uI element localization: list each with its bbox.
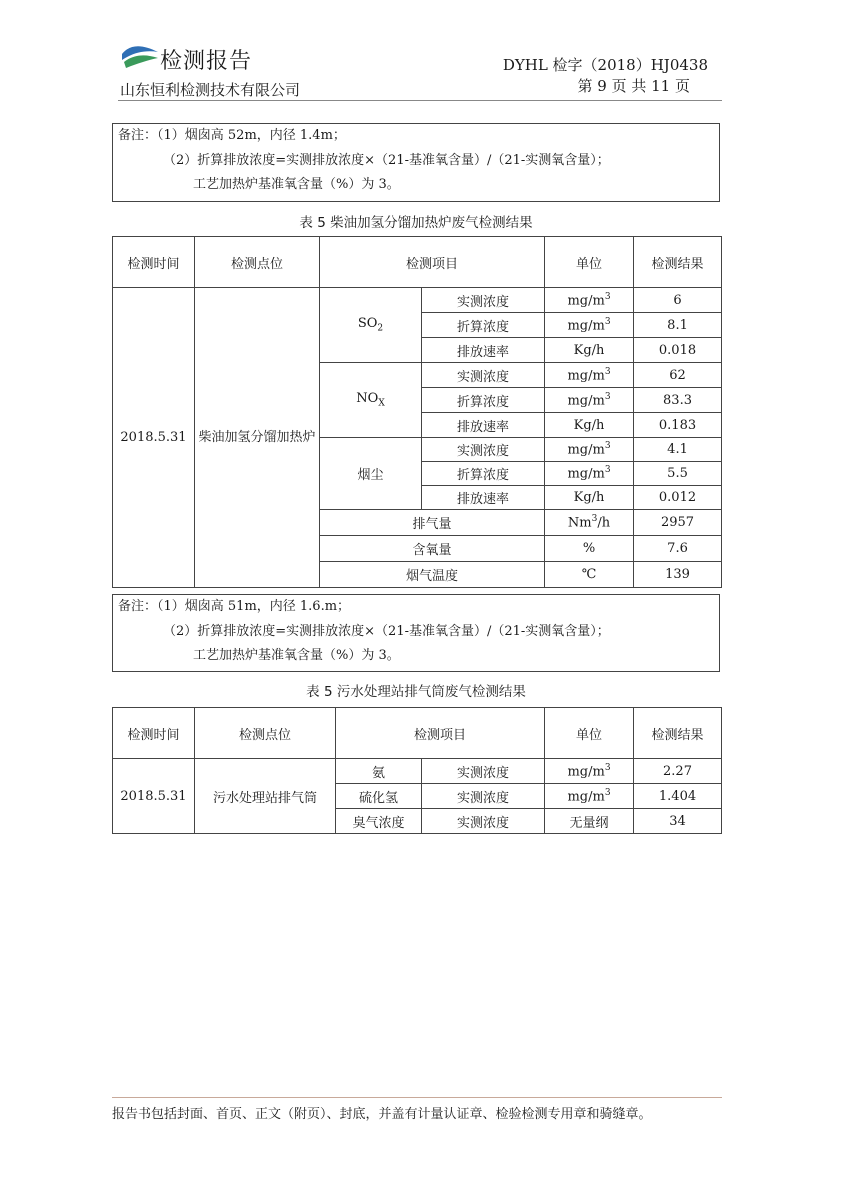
report-title: 检测报告 bbox=[160, 49, 253, 74]
value-cell: 139 bbox=[634, 562, 722, 588]
remark-line: 工艺加热炉基准氧含量（%）为 3。 bbox=[193, 648, 400, 663]
page-number: 第 9 页 共 11 页 bbox=[577, 77, 690, 95]
metric-cell: 排放速率 bbox=[422, 338, 545, 363]
value-cell: 0.012 bbox=[634, 486, 722, 510]
value-cell: 4.1 bbox=[634, 438, 722, 462]
header-point: 检测点位 bbox=[195, 708, 336, 759]
item-cell: 臭气浓度 bbox=[336, 809, 422, 834]
remark-line: 工艺加热炉基准氧含量（%）为 3。 bbox=[193, 177, 400, 192]
unit-cell: Kg/h bbox=[545, 413, 634, 438]
footer-note: 报告书包括封面、首页、正文（附页）、封底，并盖有计量认证章、检验检测专用章和骑缝章。 bbox=[112, 1107, 652, 1122]
header-result: 检测结果 bbox=[634, 708, 722, 759]
header-time: 检测时间 bbox=[113, 237, 195, 288]
value-cell: 6 bbox=[634, 288, 722, 313]
unit-cell: $mg/m^3$ bbox=[545, 313, 634, 338]
unit-cell: ℃ bbox=[545, 562, 634, 588]
company-name: 山东恒利检测技术有限公司 bbox=[120, 81, 301, 99]
item-cell: 排气量 bbox=[320, 510, 545, 536]
metric-cell: 实测浓度 bbox=[422, 809, 545, 834]
detection-time: 2018.5.31 bbox=[113, 288, 195, 588]
footer-divider bbox=[112, 1097, 722, 1098]
unit-cell: $mg/m^3$ bbox=[545, 759, 634, 784]
header-item: 检测项目 bbox=[336, 708, 545, 759]
header-time: 检测时间 bbox=[113, 708, 195, 759]
metric-cell: 折算浓度 bbox=[422, 462, 545, 486]
value-cell: 83.3 bbox=[634, 388, 722, 413]
metric-cell: 排放速率 bbox=[422, 413, 545, 438]
table-header-row bbox=[113, 708, 722, 759]
metric-cell: 排放速率 bbox=[422, 486, 545, 510]
value-cell: 62 bbox=[634, 363, 722, 388]
header-unit: 单位 bbox=[545, 237, 634, 288]
value-cell: 7.6 bbox=[634, 536, 722, 562]
value-cell: 1.404 bbox=[634, 784, 722, 809]
unit-cell: Kg/h bbox=[545, 338, 634, 363]
value-cell: 5.5 bbox=[634, 462, 722, 486]
unit-cell: $mg/m^3$ bbox=[545, 388, 634, 413]
unit-cell: $mg/m^3$ bbox=[545, 363, 634, 388]
unit-cell: % bbox=[545, 536, 634, 562]
detection-point: 污水处理站排气筒 bbox=[195, 759, 336, 834]
table-row bbox=[113, 288, 722, 313]
metric-cell: 实测浓度 bbox=[422, 759, 545, 784]
wastewater-exhaust-table bbox=[112, 707, 722, 834]
header-item: 检测项目 bbox=[320, 237, 545, 288]
table-header-row bbox=[113, 237, 722, 288]
heater-exhaust-table bbox=[112, 236, 722, 588]
table-caption: 表 5 柴油加氢分馏加热炉废气检测结果 bbox=[299, 215, 533, 231]
header-divider bbox=[118, 100, 722, 101]
unit-cell: 无量纲 bbox=[545, 809, 634, 834]
value-cell: 0.018 bbox=[634, 338, 722, 363]
value-cell: 8.1 bbox=[634, 313, 722, 338]
remark-line: （2）折算排放浓度=实测排放浓度×（21-基准氧含量）/（21-实测氧含量）； bbox=[163, 152, 610, 168]
item-cell: 含氧量 bbox=[320, 536, 545, 562]
metric-cell: 实测浓度 bbox=[422, 784, 545, 809]
unit-cell: $mg/m^3$ bbox=[545, 462, 634, 486]
remarks-box-middle bbox=[112, 594, 720, 672]
item-cell: 氨 bbox=[336, 759, 422, 784]
document-number: DYHL 检字（2018）HJ0438 bbox=[502, 56, 708, 74]
unit-cell: $mg/m^3$ bbox=[545, 288, 634, 313]
remark-line: （2）折算排放浓度=实测排放浓度×（21-基准氧含量）/（21-实测氧含量）； bbox=[163, 623, 610, 639]
table-caption: 表 5 污水处理站排气筒废气检测结果 bbox=[306, 684, 526, 700]
remark-line: 备注：（1）烟囱高 52m，内径 1.4m； bbox=[118, 128, 346, 143]
metric-cell: 折算浓度 bbox=[422, 313, 545, 338]
metric-cell: 折算浓度 bbox=[422, 388, 545, 413]
unit-cell: Kg/h bbox=[545, 486, 634, 510]
value-cell: 0.183 bbox=[634, 413, 722, 438]
unit-cell: $mg/m^3$ bbox=[545, 784, 634, 809]
detection-point: 柴油加氢分馏加热炉 bbox=[195, 288, 320, 588]
unit-cell: $mg/m^3$ bbox=[545, 438, 634, 462]
header-result: 检测结果 bbox=[634, 237, 722, 288]
remark-line: 备注：（1）烟囱高 51m，内径 1.6.m； bbox=[118, 599, 351, 614]
value-cell: 2.27 bbox=[634, 759, 722, 784]
item-cell: 硫化氢 bbox=[336, 784, 422, 809]
item-cell: 烟气温度 bbox=[320, 562, 545, 588]
unit-cell: Nm$^3$/h bbox=[545, 510, 634, 536]
header-unit: 单位 bbox=[545, 708, 634, 759]
header-point: 检测点位 bbox=[195, 237, 320, 288]
metric-cell: 实测浓度 bbox=[422, 288, 545, 313]
value-cell: 34 bbox=[634, 809, 722, 834]
metric-cell: 实测浓度 bbox=[422, 363, 545, 388]
pollutant-nox: $NO_X$ bbox=[320, 363, 422, 438]
pollutant-so2: $SO_2$ bbox=[320, 288, 422, 363]
pollutant-dust: 烟尘 bbox=[320, 438, 422, 510]
remarks-box-top bbox=[112, 123, 720, 202]
detection-time: 2018.5.31 bbox=[113, 759, 195, 834]
metric-cell: 实测浓度 bbox=[422, 438, 545, 462]
company-logo-icon bbox=[120, 42, 160, 70]
table-row bbox=[113, 759, 722, 784]
value-cell: 2957 bbox=[634, 510, 722, 536]
